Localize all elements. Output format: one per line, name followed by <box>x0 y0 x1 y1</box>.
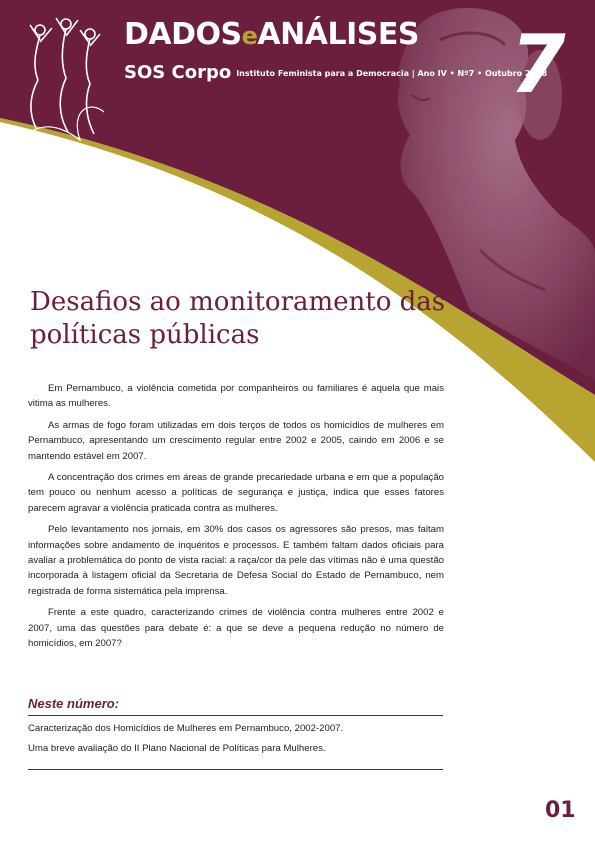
page-number: 01 <box>545 798 576 823</box>
brand-name: SOS Corpo <box>124 62 232 83</box>
article-paragraph: As armas de fogo foram utilizadas em dois terços de todos os homicídios de mulheres em Pernambuco, apresentando um crescimento regular entre 2002 e 2005, caindo em 2006 e se mantendo estável em 2007. <box>28 419 444 462</box>
in-this-issue <box>28 696 443 770</box>
article-paragraph: A concentração dos crimes em áreas de grande precariedade urbana e em que a população tem pouco ou nenhum acesso a políticas de segurança e justiça, indica que esses fatores parecem agravar a violência praticada contra as mulheres. <box>28 472 444 514</box>
issue-number: 7 <box>510 18 566 111</box>
article-paragraph: Em Pernambuco, a violência cometida por companheiros ou familiares é aquela que mais vitima as mulheres. <box>28 383 444 410</box>
masthead-title-part1: DADOS <box>124 17 242 52</box>
in-this-issue-item: Caracterização dos Homicídios de Mulheres em Pernambuco, 2002-2007. <box>28 723 344 734</box>
article-paragraph: Pelo levantamento nos jornais, em 30% dos casos os agressores são presos, mas faltam informações sobre andamento de inquéritos e processos. E também faltam dados oficiais para avaliar a problemática do ponto de vista racial: a raça/cor da pele das vítimas não é uma questão incorporada à listagem oficial da Secretaria de Defesa Social do Estado de Pernambuco, nem registrada de forma sistemática pela imprensa. <box>28 524 444 597</box>
publication-meta: Instituto Feminista para a Democracia | Ano IV • Nº7 • Outubro 2008 <box>236 69 548 78</box>
in-this-issue-item: Uma breve avaliação do II Plano Nacional de Políticas para Mulheres. <box>28 743 326 754</box>
article-body <box>28 381 444 658</box>
masthead-title <box>124 18 419 53</box>
article-headline: Desafios ao monitoramento das políticas públicas <box>30 287 446 350</box>
divider <box>28 769 443 770</box>
masthead-subline <box>124 62 547 83</box>
article-paragraph: Frente a este quadro, caracterizando crimes de violência contra mulheres entre 2002 e 2007, uma das questões para debate é: a que se deve a pequena redução no número de homicídios, em 2007? <box>28 607 444 650</box>
in-this-issue-title: Neste número: <box>28 696 443 716</box>
masthead-title-part2: ANÁLISES <box>257 17 419 52</box>
masthead-title-e: e <box>241 22 258 50</box>
